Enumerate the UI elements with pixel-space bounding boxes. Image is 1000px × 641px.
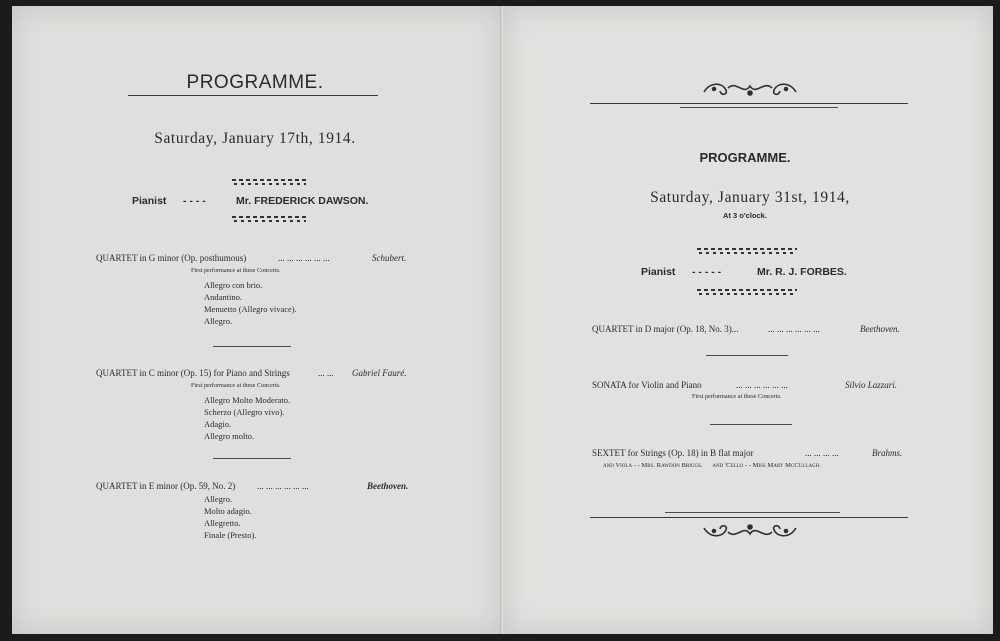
left-work-3-title: QUARTET in E minor (Op. 59, No. 2) <box>96 481 236 491</box>
right-bottom-rule-1 <box>665 512 840 513</box>
right-pianist-label: Pianist <box>641 266 676 278</box>
right-pianist-dashes: - - - - - <box>692 266 722 278</box>
left-work-2-note: First performance at these Concerts. <box>191 382 281 389</box>
left-work-2-composer: Gabriel Fauré. <box>352 368 407 378</box>
right-separator-2 <box>710 424 792 425</box>
left-work-1-movement: Andantino. <box>204 292 243 302</box>
left-work-2-title: QUARTET in C minor (Op. 15) for Piano and Strings <box>96 368 290 378</box>
left-work-1-movement: Allegro. <box>204 316 233 326</box>
right-bottom-rule-2 <box>590 517 908 518</box>
left-work-3-movement: Finale (Presto). <box>204 530 257 540</box>
left-page <box>12 6 502 634</box>
right-work-3-title: SEXTET for Strings (Op. 18) in B flat major <box>592 448 754 458</box>
left-work-1-title: QUARTET in G minor (Op. posthumous) <box>96 253 247 263</box>
left-date: Saturday, January 17th, 1914. <box>154 130 356 147</box>
left-pianist-label: Pianist <box>132 195 167 207</box>
left-work-1-movement: Allegro con brio. <box>204 280 263 290</box>
left-work-1-leaders: ... ... ... ... ... ... <box>278 253 330 263</box>
right-work-1-composer: Beethoven. <box>860 324 900 334</box>
left-separator-1 <box>213 346 291 347</box>
left-work-1-movement: Menuetto (Allegro vivace). <box>204 304 297 314</box>
right-work-3-composer: Brahms. <box>872 448 903 458</box>
left-title-underline <box>128 95 378 96</box>
right-time: At 3 o'clock. <box>723 211 767 220</box>
right-top-rule-2 <box>680 107 838 108</box>
left-work-3-leaders: ... ... ... ... ... ... <box>257 481 309 491</box>
left-work-2-movement: Allegro molto. <box>204 431 255 441</box>
scroll-flourish-icon <box>700 78 800 100</box>
right-top-rule-1 <box>590 103 908 104</box>
right-programme-title: PROGRAMME. <box>699 150 791 165</box>
right-work-2-composer: Silvio Lazzari. <box>845 380 898 390</box>
left-work-1-composer: Schubert. <box>372 253 407 263</box>
left-dash-ornament-top <box>232 179 306 185</box>
right-dash-ornament-top <box>697 248 797 254</box>
right-work-1-leaders: ... ... ... ... ... ... <box>768 324 820 334</box>
left-work-3-movement: Molto adagio. <box>204 506 252 516</box>
left-programme-title: PROGRAMME. <box>186 72 324 93</box>
left-work-3-composer: Beethoven. <box>367 481 409 491</box>
right-separator-1 <box>706 355 788 356</box>
left-work-2-movement: Scherzo (Allegro vivo). <box>204 407 285 417</box>
right-work-1-title: QUARTET in D major (Op. 18, No. 3)... <box>592 324 739 334</box>
left-work-3-movement: Allegro. <box>204 494 233 504</box>
left-work-2-movement: Adagio. <box>204 419 232 429</box>
right-work-2-note: First performance at these Concerts. <box>692 393 782 400</box>
left-pianist-name: Mr. FREDERICK DAWSON. <box>236 195 369 207</box>
right-work-2-leaders: ... ... ... ... ... ... <box>736 380 788 390</box>
right-work-3-players: and Viola - - Mrs. Rawdon Briggs. and 'Cello - - Miss Mary McCullagh. <box>603 462 821 469</box>
right-work-3-leaders: ... ... ... ... <box>805 448 839 458</box>
right-pianist-name: Mr. R. J. FORBES. <box>757 266 847 278</box>
scroll-flourish-icon <box>700 520 800 542</box>
left-work-3-movement: Allegretto. <box>204 518 241 528</box>
left-dash-ornament-bottom <box>232 216 306 222</box>
left-work-1-note: First performance at these Concerts. <box>191 267 281 274</box>
right-work-2-title: SONATA for Violin and Piano <box>592 380 702 390</box>
left-work-2-movement: Allegro Molto Moderato. <box>204 395 291 405</box>
left-separator-2 <box>213 458 291 459</box>
left-work-2-leaders: ... ... <box>318 368 334 378</box>
right-dash-ornament-bottom <box>697 289 797 295</box>
left-pianist-dashes: - - - - <box>183 195 206 207</box>
right-date: Saturday, January 31st, 1914, <box>650 189 850 206</box>
